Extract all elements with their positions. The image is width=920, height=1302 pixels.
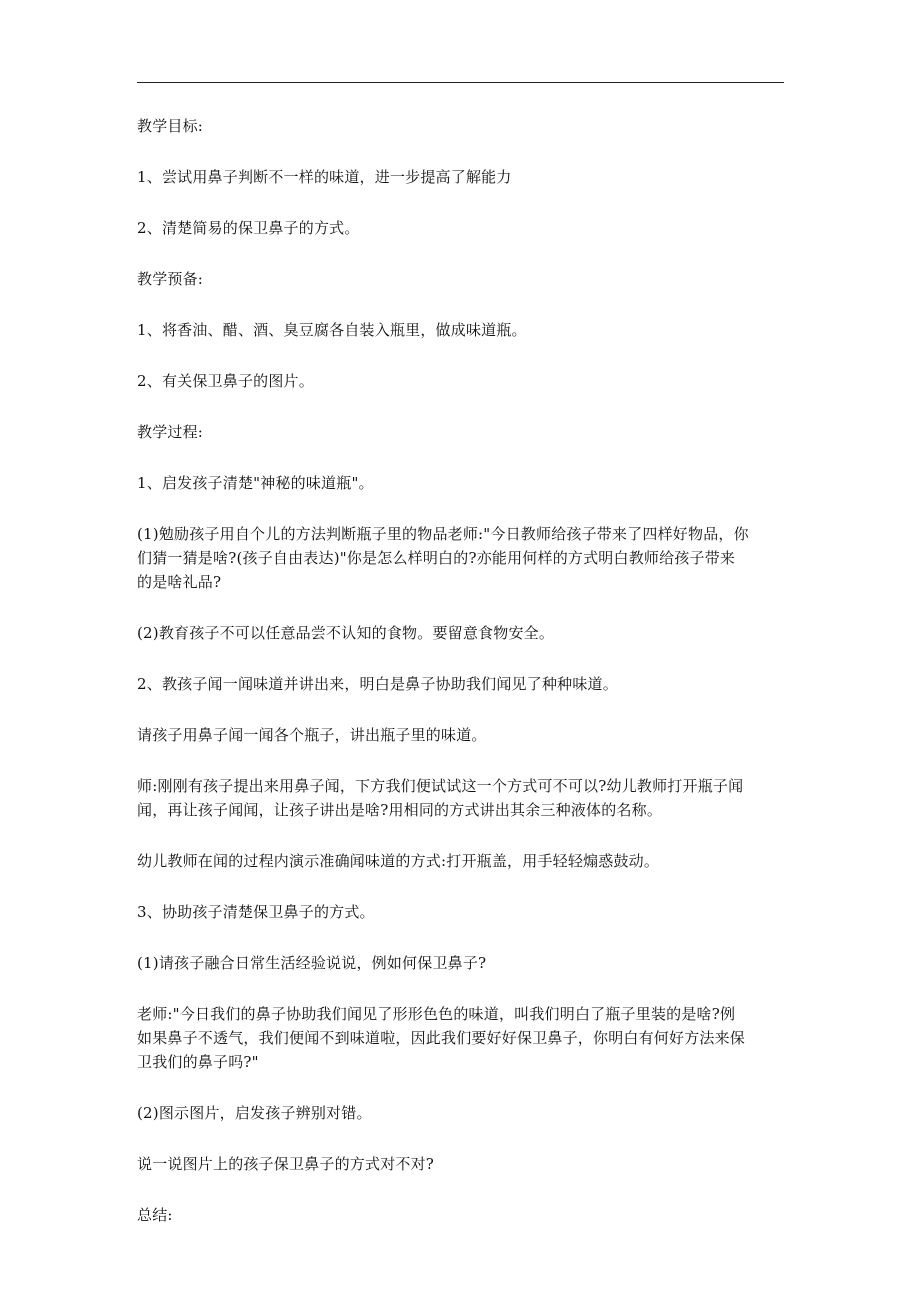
process-step-2-text-2: 师:刚刚有孩子提出来用鼻子闻，下方我们便试试这一个方式可不可以?幼儿教师打开瓶子闻 闻，再让孩子闻闻，让孩子讲出是啥?用相同的方式讲出其余三种液体的名称。: [137, 777, 744, 819]
document-body: [137, 114, 787, 1254]
heading-teaching-process: 教学过程:: [137, 423, 204, 441]
process-step-3: 3、协助孩子清楚保卫鼻子的方式。: [137, 903, 375, 921]
process-step-1-sub-1: (1)勉励孩子用自个儿的方法判断瓶子里的物品老师:"今日教师给孩子带来了四样好物品，你 们猜一猜是啥?(孩子自由表达)"你是怎么样明白的?亦能用何样的方式明白教师给孩子带来 的是啥礼品?: [137, 525, 749, 591]
process-step-1-sub-2: (2)教育孩子不可以任意品尝不认知的食物。要留意食物安全。: [137, 624, 555, 642]
process-step-3-sub-1: (1)请孩子融合日常生活经验说说，例如何保卫鼻子?: [137, 954, 487, 972]
preparation-item-1: 1、将香油、醋、酒、臭豆腐各自装入瓶里，做成味道瓶。: [137, 321, 527, 339]
process-step-2-text-3: 幼儿教师在闻的过程内演示准确闻味道的方式:打开瓶盖，用手轻轻煽惑鼓动。: [137, 852, 660, 870]
process-step-3-text-2: 说一说图片上的孩子保卫鼻子的方式对不对?: [137, 1155, 435, 1173]
goal-item-2: 2、清楚简易的保卫鼻子的方式。: [137, 219, 360, 237]
process-step-1: 1、启发孩子清楚"神秘的味道瓶"。: [137, 474, 374, 492]
header-rule: [137, 82, 784, 83]
heading-teaching-preparation: 教学预备:: [137, 270, 204, 288]
preparation-item-2: 2、有关保卫鼻子的图片。: [137, 372, 314, 390]
process-step-2: 2、教孩子闻一闻味道并讲出来，明白是鼻子协助我们闻见了种种味道。: [137, 675, 618, 693]
process-step-2-text-1: 请孩子用鼻子闻一闻各个瓶子，讲出瓶子里的味道。: [137, 726, 487, 744]
process-step-3-sub-2: (2)图示图片，启发孩子辨别对错。: [137, 1104, 372, 1122]
goal-item-1: 1、尝试用鼻子判断不一样的味道，进一步提高了解能力: [137, 168, 512, 186]
heading-summary: 总结:: [137, 1206, 173, 1224]
heading-teaching-goals: 教学目标:: [137, 117, 204, 135]
process-step-3-text-1: 老师:"今日我们的鼻子协助我们闻见了形形色色的味道，叫我们明白了瓶子里装的是啥?例 如果鼻子不透气，我们便闻不到味道啦，因此我们要好好保卫鼻子，你明白有何好方法来保 卫我们的鼻子吗?": [137, 1005, 746, 1071]
